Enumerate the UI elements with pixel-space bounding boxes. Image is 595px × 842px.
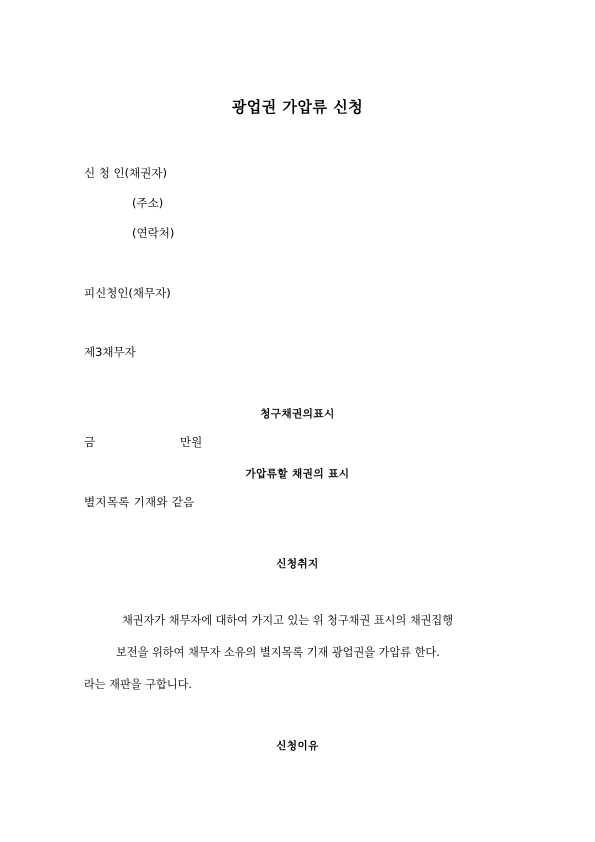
amount-unit: 만원 (180, 435, 203, 449)
applicant-address-label: (주소) (132, 196, 164, 210)
third-debtor-label: 제3채무자 (84, 345, 136, 359)
purpose-heading: 신청취지 (276, 558, 319, 570)
document-title: 광업권 가압류 신청 (231, 98, 364, 116)
amount-prefix: 금 (84, 435, 96, 449)
claim-heading: 청구채권의표시 (260, 408, 335, 420)
seizure-text: 별지목록 기재와 같음 (84, 495, 195, 509)
purpose-line-1: 채권자가 채무자에 대하여 가지고 있는 위 청구채권 표시의 채권집행 (122, 614, 454, 627)
purpose-line-3: 라는 재판을 구합니다. (84, 678, 192, 691)
respondent-label: 피신청인(채무자) (84, 286, 171, 300)
applicant-contact-label: (연락처) (132, 226, 175, 240)
reason-heading: 신청이유 (276, 740, 319, 752)
seizure-heading: 가압류할 채권의 표시 (245, 468, 350, 480)
purpose-line-2: 보전을 위하여 채무자 소유의 별지목록 기재 광업권을 가압류 한다. (116, 646, 440, 659)
applicant-label: 신 청 인(채권자) (84, 166, 167, 180)
